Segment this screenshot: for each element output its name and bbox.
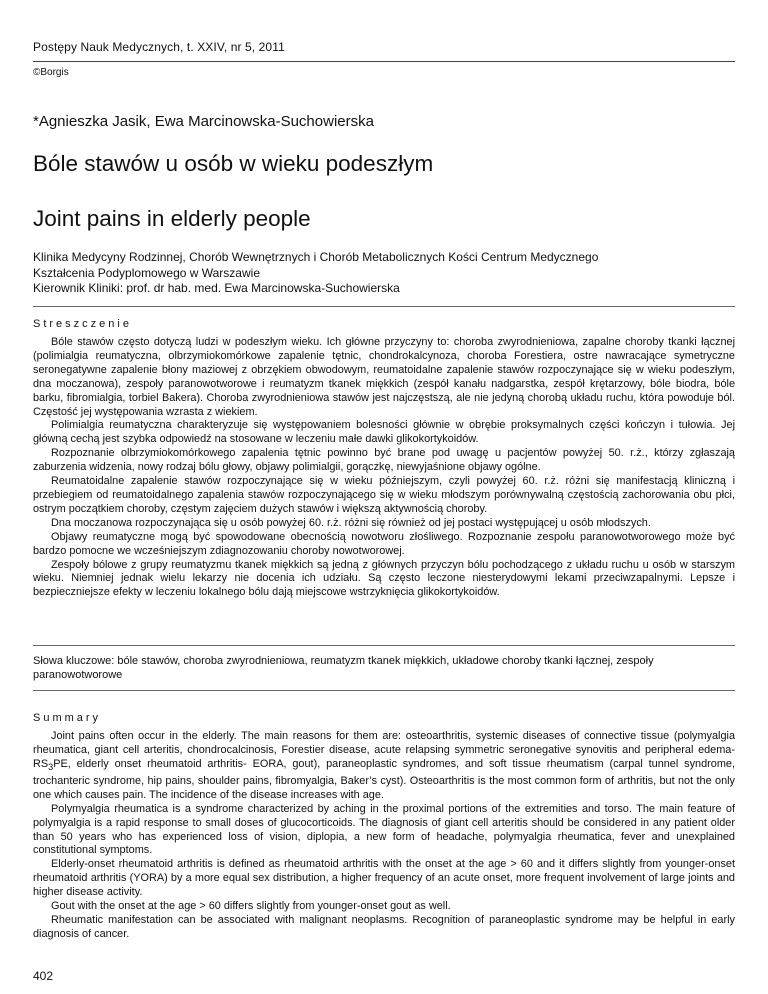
section-divider (33, 306, 735, 307)
affiliation (33, 250, 598, 297)
affiliation-line: Klinika Medycyny Rodzinnej, Chorób Wewnętrznych i Chorób Metabolicznych Kości Centrum Medycznego (33, 250, 599, 264)
abstract-paragraph: Zespoły bólowe z grupy reumatyzmu tkanek miękkich są jedną z głównych przyczyn bólu pochodzącego z układu ruchu u osób w starszym wieku. Niemniej jednak wielu lekarzy nie docenia ich udziału. Są często leczone niesterydowymi lekami przeciwzapalnymi. Lepsze i bezpieczniejsze efekty w leczeniu lokalnego bólu dają miejscowe wstrzyknięcia glikokortykoidów. (33, 558, 735, 599)
section-divider (33, 690, 735, 691)
abstract-paragraph: Dna moczanowa rozpoczynająca się u osób powyżej 60. r.ż. różni się również od jej postaci występującej u osób młodszych. (51, 516, 651, 529)
abstract-paragraph: Polimialgia reumatyczna charakteryzuje się występowaniem bolesności głównie w obrębie proksymalnych części kończyn i tułowia. Jej główną cechą jest szybka odpowiedź na stosowane w leczeniu małe dawki glikokortykoidów. (33, 419, 735, 446)
authors: *Agnieszka Jasik, Ewa Marcinowska-Suchowierska (33, 113, 374, 130)
abstract-paragraph (33, 730, 735, 803)
journal-citation: Postępy Nauk Medycznych, t. XXIV, nr 5, 2011 (33, 40, 285, 54)
title-polish: Bóle stawów u osób w wieku podeszłym (33, 151, 434, 176)
abstract-en (33, 730, 735, 942)
abstract-heading-pl: Streszczenie (33, 318, 132, 330)
affiliation-line: Kształcenia Podyplomowego w Warszawie (33, 265, 260, 280)
page-number: 402 (33, 969, 54, 983)
title-english: Joint pains in elderly people (33, 206, 311, 231)
abstract-paragraph: Objawy reumatyczne mogą być spowodowane obecnością nowotworu złośliwego. Rozpoznanie zespołu paranowotworowego może być bardzo pomocne we wcześniejszym zdiagnozowaniu choroby nowotworowej. (33, 530, 735, 557)
abstract-paragraph: Bóle stawów często dotyczą ludzi w podeszłym wieku. Ich główne przyczyny to: choroba zwyrodnieniowa, zapalne choroby tkanki łącznej (polimialgia reumatyczna, olbrzymiokomórkowe zapalenie tętnic, chondrokalcynoza, choroba Forestiera, ostre nawracające symetryczne seronegatywne zapalenie błony maziowej z obrzękiem obwodowym, reumatoidalne zapalenie stawów rozpoczynające się w wieku podeszłym, dna moczanowa), zespoły paranowotworowe i reumatyzm tkanek miękkich (zespół kanału nadgarstka, zespół krętarzowy, bóle biodra, bóle barku, fibromialgia, torbiel Bakera). Choroba zwyrodnieniowa stawów jest najczęstszą, ale nie jedyną chorobą układu ruchu, która powoduje ból. Częstość jej występowania wzrasta z wiekiem. (33, 336, 735, 418)
abstract-paragraph: Rheumatic manifestation can be associated with malignant neoplasms. Recognition of paraneoplastic syndrome may be helpful in early diagnosis of cancer. (33, 913, 735, 940)
abstract-paragraph: Reumatoidalne zapalenie stawów rozpoczynające się w wieku późniejszym, czyli powyżej 60. r.ż. różni się manifestacją kliniczną i przebiegiem od reumatoidalnego zapalenia stawów rozpoczynającego się w wieku młodszym porównywalną częstością zachorowania obu płci, ostrym początkiem choroby, częstym zajęciem dużych stawów i większą aktywnością choroby. (33, 475, 735, 515)
abstract-paragraph: Gout with the onset at the age > 60 differs slightly from younger-onset gout as well. (51, 900, 451, 913)
section-divider (33, 645, 735, 646)
text-run: PE, elderly onset rheumatoid arthritis- EORA, gout), paraneoplastic syndromes, and soft tissue rheumatism (carpal tunnel syndrome, trochanteric syndrome, hip pains, shoulder pains, fibromyalgia, Baker’s cyst). Osteoarthritis is the most common form of arthritis, but not the only one which causes pain. The incidence of the disease increases with age. (33, 757, 735, 801)
text-run: Joint pains often occur in the elderly. The main reasons for them are: osteoarthritis, systemic diseases of connective tissue (polymyalgia rheumatica, giant cell arteritis, chondrocalcinosis, Forestier disease, acute relapsing symmetric seronegative synovitis and peripheral edema- RS (33, 730, 735, 770)
abstract-paragraph: Polymyalgia rheumatica is a syndrome characterized by aching in the proximal portions of the extremities and torso. The main feature of polymyalgia is a rapid response to small doses of glucocorticoids. The diagnosis of giant cell arteritis should be considered in any patient older than 50 years who has experienced loss of vision, diplopia, a new form of headache, polymyalgia rheumatica, fever and unexplained constitutional symptoms. (33, 802, 735, 857)
abstract-paragraph: Rozpoznanie olbrzymiokomórkowego zapalenia tętnic powinno być brane pod uwagę u pacjentów powyżej 50. r.ż., którzy zgłaszają zaburzenia widzenia, nowy rodzaj bólu głowy, objawy polimialgii, gorączkę, niewyjaśnione objawy ogólne. (33, 447, 735, 474)
keywords: Słowa kluczowe: bóle stawów, choroba zwyrodnieniowa, reumatyzm tkanek miękkich, układowe choroby tkanki łącznej, zespoły paranowotworowe (33, 655, 654, 681)
copyright: ©Borgis (33, 67, 69, 78)
abstract-pl (33, 336, 735, 600)
affiliation-line: Kierownik Kliniki: prof. dr hab. med. Ewa Marcinowska-Suchowierska (33, 281, 400, 295)
header-divider (33, 61, 735, 62)
abstract-heading-en: Summary (33, 712, 102, 724)
abstract-paragraph: Elderly-onset rheumatoid arthritis is defined as rheumatoid arthritis with the onset at the age > 60 and it differs slightly from younger-onset rheumatoid arthritis (YORA) by a more equal sex distribution, a higher frequency of an acute onset, more frequent involvement of large joints and higher disease activity. (33, 858, 735, 899)
subscript: 3 (48, 761, 54, 772)
